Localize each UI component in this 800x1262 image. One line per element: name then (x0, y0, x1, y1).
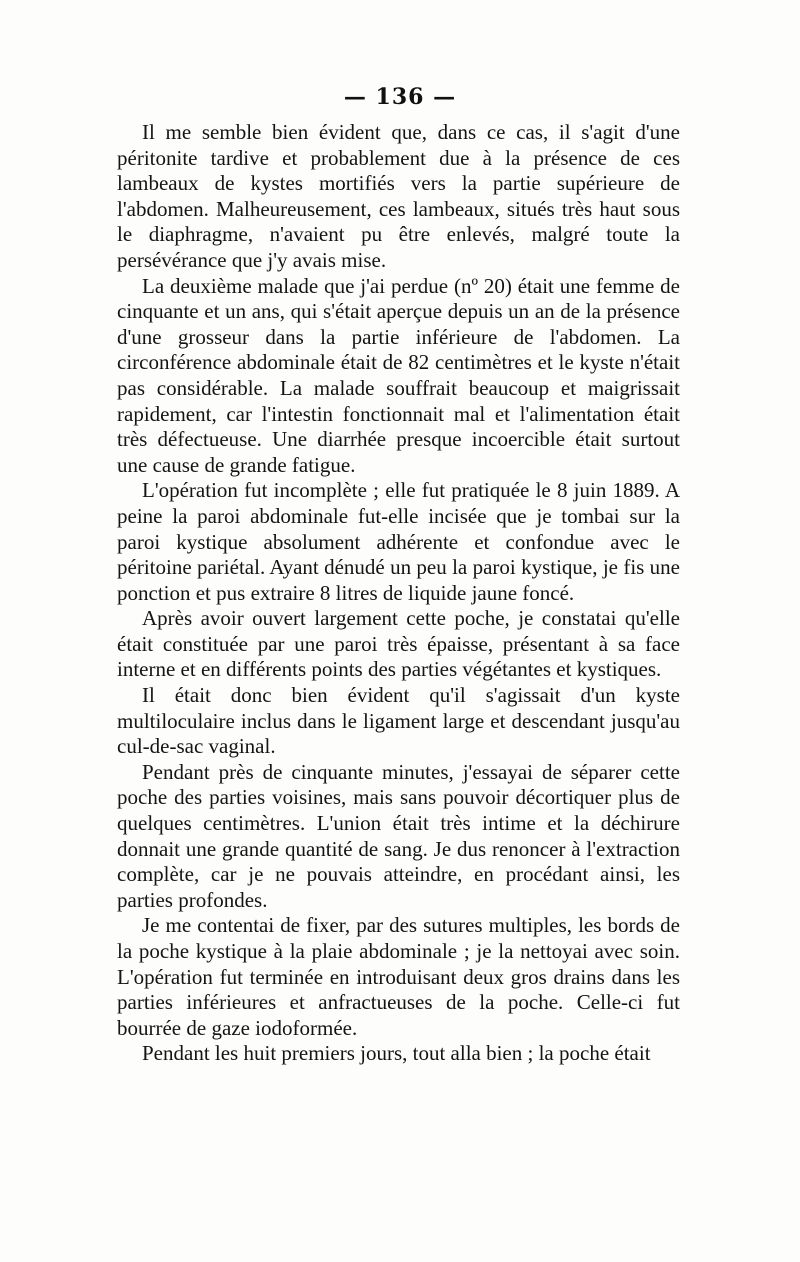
paragraph: L'opération fut incomplète ; elle fut pratiquée le 8 juin 1889. A peine la paroi abdominale fut-elle incisée que je tombai sur la paroi kystique absolument adhérente et confondue avec le péritoine pariétal. Ayant dénudé un peu la paroi kystique, je fis une ponction et pus extraire 8 litres de liquide jaune foncé. (117, 478, 680, 605)
body-text (117, 120, 680, 1067)
page-number: — 136 — (343, 84, 457, 110)
paragraph: Il était donc bien évident qu'il s'agissait d'un kyste multiloculaire inclus dans le ligament large et descendant jusqu'au cul-de-sac vaginal. (117, 683, 680, 759)
paragraph: La deuxième malade que j'ai perdue (nº 20) était une femme de cinquante et un ans, qui s'était aperçue depuis un an de la présence d'une grosseur dans la partie inférieure de l'abdomen. La circonférence abdominale était de 82 centimètres et le kyste n'était pas considérable. La malade souffrait beaucoup et maigrissait rapidement, car l'intestin fonctionnait mal et l'alimentation était très défectueuse. Une diarrhée presque incoercible était surtout une cause de grande fatigue. (117, 273, 680, 477)
paragraph: Il me semble bien évident que, dans ce cas, il s'agit d'une péritonite tardive et probablement due à la présence de ces lambeaux de kystes mortifiés vers la partie supérieure de l'abdomen. Malheureusement, ces lambeaux, situés très haut sous le diaphragme, n'avaient pu être enlevés, malgré toute la persévérance que j'y avais mise. (117, 120, 680, 272)
paragraph: Pendant les huit premiers jours, tout alla bien ; la poche était (142, 1041, 651, 1066)
paragraph: Je me contentai de fixer, par des sutures multiples, les bords de la poche kystique à la plaie abdominale ; je la nettoyai avec soin. L'opération fut terminée en introduisant deux gros drains dans les parties inférieures et anfractueuses de la poche. Celle-ci fut bourrée de gaze iodoformée. (117, 913, 680, 1040)
paragraph: Après avoir ouvert largement cette poche, je constatai qu'elle était constituée par une paroi très épaisse, présentant à sa face interne et en différents points des parties végétantes et kystiques. (117, 606, 680, 682)
paragraph: Pendant près de cinquante minutes, j'essayai de séparer cette poche des parties voisines, mais sans pouvoir décortiquer plus de quelques centimètres. L'union était très intime et la déchirure donnait une grande quantité de sang. Je dus renoncer à l'extraction complète, car je ne pouvais atteindre, en procédant ainsi, les parties profondes. (117, 759, 680, 912)
